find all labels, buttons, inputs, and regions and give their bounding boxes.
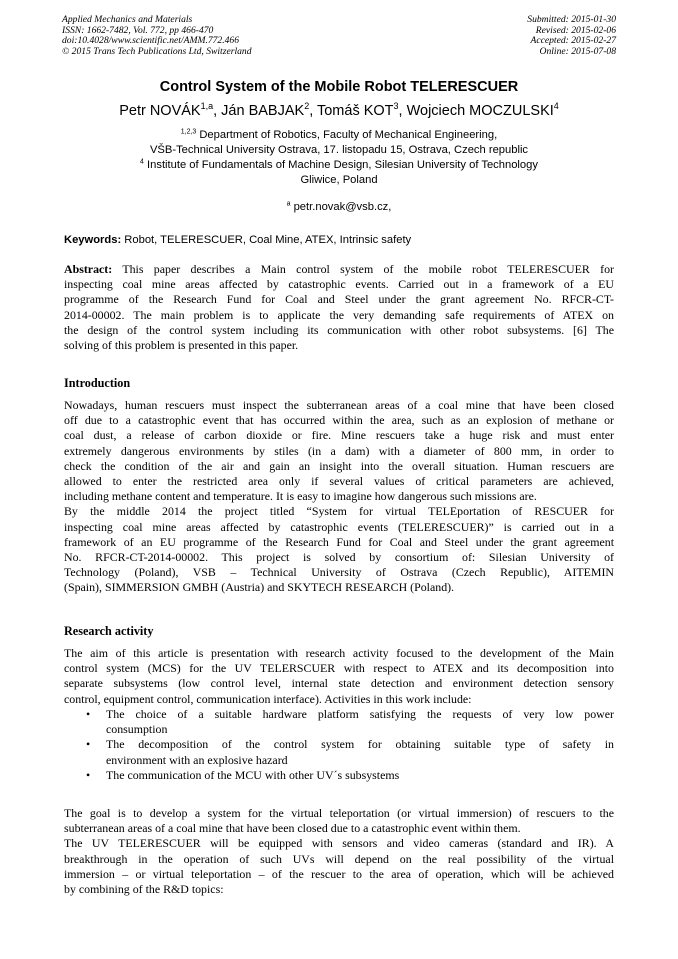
- text-line: by combining of the R&D topics:: [64, 881, 224, 896]
- keywords-label: Keywords:: [64, 234, 122, 246]
- activity-list: [64, 707, 614, 783]
- email-mark: a: [286, 200, 291, 208]
- bullet-icon: •: [86, 737, 91, 752]
- text-line: allowed to enter the restricted area only if several values of critical parameters are achieved,: [64, 473, 614, 488]
- text-line: inspecting coal mine areas affected by catastrophic events (TELERESCUER)” is carried out in a: [64, 519, 614, 534]
- text-line: The UV TELERESCUER will be equipped with sensors and video cameras (standard and IR). A: [64, 836, 614, 851]
- text-line: extremely dangerous environments by stiles (in a dam) with a diameter of 800 mm, in order to: [64, 443, 614, 458]
- list-item: [64, 768, 614, 783]
- keywords-text: Robot, TELERESCUER, Coal Mine, ATEX, Intrinsic safety: [121, 234, 412, 246]
- author-separator: ,: [213, 103, 222, 119]
- journal-copyright: © 2015 Trans Tech Publications Ltd, Switzerland: [62, 45, 252, 57]
- author-name: Wojciech MOCZULSKI: [406, 103, 554, 119]
- author-affiliation-mark: 2: [304, 101, 310, 112]
- text-line: control system (MCS) for the UV TELERSCUER with respect to ATEX and its decomposition into: [64, 661, 614, 676]
- bullet-icon: •: [86, 767, 91, 782]
- abstract-line: solving of this problem is presented in this paper.: [64, 337, 299, 352]
- list-item-line: The decomposition of the control system for obtaining suitable type of safety in: [106, 737, 614, 752]
- abstract-line: 2014-00002. The main problem is to applicate the very demanding safe requirements of ATEX on: [64, 307, 614, 322]
- abstract-line: inspecting coal mine areas affected by catastrophic events. Carried out in a framework of a EU: [64, 277, 614, 292]
- text-line: breakthrough in the operation of such UVs will depend on the real possibility of the virtual: [64, 851, 614, 866]
- bullet-icon: •: [86, 707, 91, 721]
- text-line: By the middle 2014 the project titled “System for virtual TELEportation of RESCUER for: [64, 504, 614, 519]
- keywords: [64, 234, 614, 246]
- author-affiliation-mark: 4: [553, 101, 559, 112]
- text-line: Technology (Poland), VSB – Technical University of Ostrava (Czech Republic), AITEMIN: [64, 565, 614, 580]
- text-line: coal dust, a release of carbon dioxide or fire. Mine rescuers take a huge risk and must enter: [64, 428, 614, 443]
- author-name: Ján BABJAK: [221, 103, 305, 119]
- goal-paragraph: [64, 806, 614, 897]
- author-separator: ,: [309, 103, 317, 119]
- author-name: Tomáš KOT: [316, 103, 394, 119]
- affiliation-line: Gliwice, Poland: [300, 174, 378, 186]
- list-item-line: environment with an explosive hazard: [106, 752, 288, 767]
- publication-dates: [356, 15, 616, 57]
- section-heading-research-activity: Research activity: [64, 624, 154, 638]
- research-body: [64, 646, 614, 707]
- text-line: check the condition of the air and gain an insight into the overall situation. Human rescuers are: [64, 458, 614, 473]
- affiliation-mark: 1,2,3: [180, 128, 197, 136]
- list-item-line: The choice of a suitable hardware platform satisfying the requests of very low power: [106, 707, 614, 721]
- abstract-line: Abstract: This paper describes a Main control system of the mobile robot TELERESCUER for: [64, 262, 614, 276]
- abstract: [64, 262, 614, 353]
- abstract-line: the design of the control system including its communication with other robot subsystems. [6] The: [64, 322, 614, 337]
- abstract-label: Abstract:: [64, 262, 113, 276]
- affiliation-line: $^{1,2,3}$ Department of Robotics, Faculty of Mechanical Engineering,: [180, 128, 498, 141]
- journal-issn: ISSN: 1662-7482, Vol. 772, pp 466-470: [62, 24, 214, 36]
- list-item-line: The communication of the MCU with other UV´s subsystems: [106, 767, 400, 782]
- section-heading-introduction: Introduction: [64, 376, 131, 390]
- paper-title: Control System of the Mobile Robot TELERESCUER: [159, 79, 519, 95]
- email-text: petr.novak@vsb.cz,: [290, 201, 392, 213]
- text-line: The goal is to develop a system for the virtual teleportation (or virtual immersion) of rescuers to the: [64, 806, 614, 820]
- list-item: [64, 707, 614, 737]
- affiliation-line: $^4$ Institute of Fundamentals of Machine Design, Silesian University of Technology: [140, 158, 538, 171]
- text-line: including methane content and temperature. It is easy to imagine how dangerous such missions are.: [64, 489, 537, 504]
- date-accepted: Accepted: 2015-02-27: [530, 35, 616, 47]
- text-line: Nowadays, human rescuers must inspect the subterranean areas of a coal mine that have been closed: [64, 398, 614, 412]
- affiliations: [50, 128, 628, 188]
- journal-info: [62, 15, 362, 57]
- abstract-line: programme of the Research Fund for Coal and Steel under the grant agreement No. RFCR-CT-: [64, 292, 614, 307]
- author-separator: ,: [398, 103, 407, 119]
- author-email: [0, 201, 678, 213]
- author-affiliation-mark: 1,a: [200, 101, 214, 112]
- text-line: framework of an EU programme of the Research Fund for Coal and Steel under the grant agreement: [64, 534, 614, 549]
- text-line: control, equipment control, communication interface). Activities in this work include:: [64, 691, 472, 706]
- list-item: [64, 737, 614, 767]
- affiliation-mark: 4: [140, 158, 144, 166]
- author-name: Petr NOVÁK: [119, 103, 201, 119]
- author-list: [0, 103, 678, 119]
- text-line: (Spain), SIMMERSION GMBH (Austria) and SKYTECH RESEARCH (Poland).: [64, 580, 455, 595]
- date-submitted: Submitted: 2015-01-30: [527, 14, 616, 25]
- text-line: The aim of this article is presentation with research activity focused to the development of the Main: [64, 646, 614, 660]
- text-line: subterranean areas of a coal mine that have been closed due to a catastrophic event within them.: [64, 821, 521, 836]
- introduction-body: [64, 398, 614, 595]
- text-line: off due to a catastrophic event that has occurred within the area, such as an explosion of methane or: [64, 413, 614, 428]
- text-line: immersion – or virtual teleportation – of the rescuer to the area of operation, which will be achieved: [64, 866, 614, 881]
- date-online: Online: 2015-07-08: [539, 45, 616, 57]
- affiliation-line: VŠB-Technical University Ostrava, 17. listopadu 15, Ostrava, Czech republic: [149, 144, 529, 156]
- journal-name: Applied Mechanics and Materials: [62, 14, 193, 25]
- date-revised: Revised: 2015-02-06: [535, 24, 616, 36]
- journal-doi: doi:10.4028/www.scientific.net/AMM.772.466: [62, 35, 240, 47]
- text-line: No. RFCR-CT-2014-00002. This project is solved by consortium of: Silesian University of: [64, 549, 614, 564]
- author-affiliation-mark: 3: [393, 101, 399, 112]
- list-item-line: consumption: [106, 722, 168, 737]
- text-line: separate subsystems (low control level, internal state detection and environment detection sensory: [64, 676, 614, 691]
